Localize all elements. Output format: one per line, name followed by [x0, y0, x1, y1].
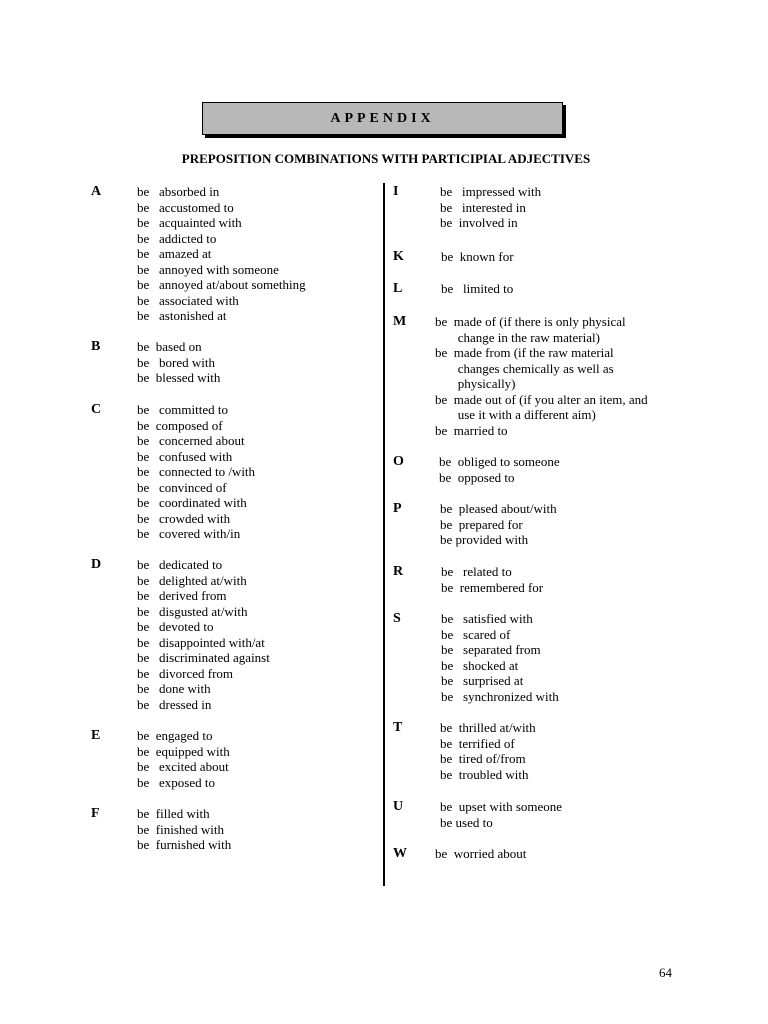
preposition-entry: be troubled with: [440, 766, 529, 782]
preposition-entry: be pleased about/with: [440, 501, 557, 516]
preposition-entry: be divorced from: [137, 665, 234, 681]
group-letter: U: [393, 799, 404, 814]
group-letter: S: [393, 611, 401, 626]
preposition-entry: be remembered for: [441, 579, 544, 595]
preposition-entry: changes chemically as well as: [435, 360, 614, 376]
preposition-entry: be impressed with: [440, 184, 542, 199]
preposition-entry: be terrified of: [440, 735, 515, 751]
preposition-entry: be dressed in: [137, 696, 212, 712]
preposition-entry: be coordinated with: [137, 495, 247, 510]
preposition-entry: be blessed with: [137, 370, 221, 385]
preposition-entry: be engaged to: [137, 728, 213, 743]
preposition-entry: be committed to: [137, 402, 228, 417]
group-letter: L: [393, 281, 403, 296]
group-letter: T: [393, 720, 403, 735]
preposition-entry: be opposed to: [439, 469, 515, 485]
preposition-entry: be married to: [435, 422, 508, 438]
preposition-entry: be related to: [441, 564, 512, 579]
preposition-entry: be disappointed with/at: [137, 634, 265, 650]
preposition-entry: be limited to: [441, 281, 514, 296]
preposition-entry: be equipped with: [137, 743, 230, 759]
preposition-entry: be satisfied with: [441, 611, 533, 626]
group-letter: B: [91, 339, 101, 354]
preposition-entry: be connected to /with: [137, 464, 256, 479]
preposition-entry: be acquainted with: [137, 215, 242, 230]
preposition-entry: be convinced of: [137, 479, 227, 495]
preposition-entry: be furnished with: [137, 837, 232, 852]
preposition-entry: be surprised at: [441, 673, 524, 688]
preposition-entry: be made from (if the raw material: [435, 345, 614, 360]
preposition-entry: be synchronized with: [441, 688, 559, 704]
group-letter: A: [91, 184, 102, 199]
appendix-title-box: [202, 102, 563, 135]
preposition-entry: be upset with someone: [440, 799, 563, 814]
preposition-entry: be finished with: [137, 821, 225, 837]
preposition-entry: be made of (if there is only physical: [435, 314, 626, 329]
group-letter: K: [393, 249, 404, 264]
preposition-entry: be covered with/in: [137, 526, 241, 541]
preposition-entry: be amazed at: [137, 246, 212, 261]
preposition-entry: be devoted to: [137, 619, 214, 634]
preposition-entry: be used to: [440, 814, 493, 830]
preposition-entry: be discriminated against: [137, 650, 270, 665]
preposition-entry: be astonished at: [137, 308, 227, 323]
preposition-entry: be absorbed in: [137, 184, 220, 199]
group-letter: P: [393, 501, 402, 516]
group-letter: W: [393, 846, 407, 861]
preposition-entry: be shocked at: [441, 657, 519, 673]
preposition-entry: be obliged to someone: [439, 454, 560, 469]
preposition-entry: be scared of: [441, 626, 511, 642]
group-letter: D: [91, 557, 102, 572]
preposition-entry: be associated with: [137, 292, 239, 308]
preposition-entry: be tired of/from: [440, 751, 526, 766]
page-number: 64: [659, 965, 672, 980]
preposition-entry: be known for: [441, 249, 514, 264]
group-letter: E: [91, 728, 101, 743]
preposition-entry: be confused with: [137, 448, 233, 464]
preposition-entry: be provided with: [440, 532, 529, 547]
preposition-entry: be based on: [137, 339, 202, 354]
group-letter: O: [393, 454, 404, 469]
preposition-entry: be concerned about: [137, 433, 245, 448]
preposition-entry: be excited about: [137, 759, 229, 774]
preposition-entry: be exposed to: [137, 774, 215, 790]
preposition-entry: be bored with: [137, 354, 215, 370]
preposition-entry: be made out of (if you alter an item, and: [435, 391, 648, 407]
preposition-entry: be annoyed with someone: [137, 261, 279, 277]
group-letter: R: [393, 564, 404, 579]
preposition-entry: be accustomed to: [137, 199, 234, 215]
preposition-entry: be derived from: [137, 588, 227, 603]
preposition-entry: be addicted to: [137, 230, 217, 246]
preposition-entry: be annoyed at/about something: [137, 277, 306, 292]
preposition-entry: be worried about: [435, 846, 527, 861]
group-letter: C: [91, 402, 102, 417]
preposition-entry: be disgusted at/with: [137, 603, 248, 619]
preposition-entry: be interested in: [440, 199, 526, 215]
appendix-title: APPENDIX: [330, 110, 435, 126]
preposition-entry: change in the raw material): [435, 329, 600, 345]
preposition-entry: be composed of: [137, 417, 223, 433]
column-divider: [383, 183, 385, 886]
preposition-entry: be crowded with: [137, 510, 231, 526]
preposition-entry: be filled with: [137, 806, 210, 821]
page-subtitle: PREPOSITION COMBINATIONS WITH PARTICIPIAL ADJECTIVES: [181, 151, 591, 166]
preposition-entry: be thrilled at/with: [440, 720, 536, 735]
preposition-entry: be involved in: [440, 215, 518, 230]
preposition-entry: be prepared for: [440, 516, 523, 532]
preposition-entry: physically): [435, 376, 516, 391]
preposition-entry: be done with: [137, 681, 211, 696]
preposition-entry: be separated from: [441, 642, 541, 657]
group-letter: F: [91, 806, 100, 821]
preposition-entry: use it with a different aim): [435, 407, 596, 422]
group-letter: M: [393, 314, 407, 329]
group-letter: I: [393, 184, 399, 199]
preposition-entry: be dedicated to: [137, 557, 223, 572]
preposition-entry: be delighted at/with: [137, 572, 247, 588]
